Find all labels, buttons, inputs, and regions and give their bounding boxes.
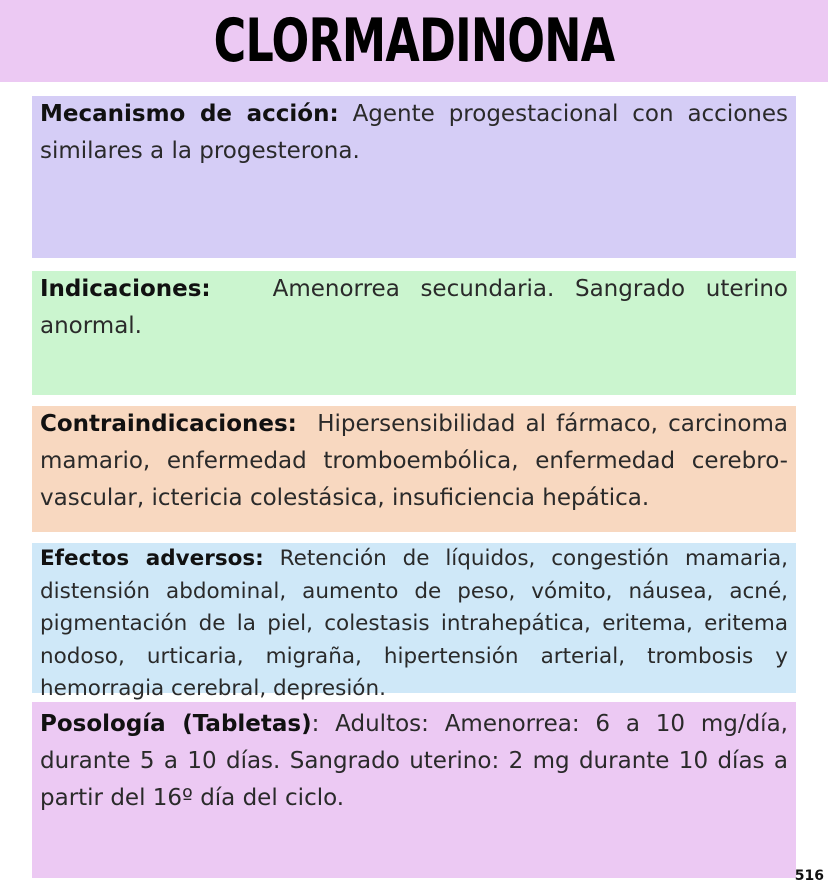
- section-indicaciones: [32, 271, 796, 395]
- section-contraindicaciones-body: Hipersensibilidad al fármaco, carcinoma mamario, enfermedad tromboembólica, enfermedad cerebro-vascular, ictericia colestásica, insuficiencia hepática.: [40, 411, 788, 511]
- section-efectos-adversos: [32, 543, 796, 701]
- section-indicaciones-text: [40, 271, 788, 345]
- section-contraindicaciones-text: [40, 406, 788, 517]
- section-mecanismo-body: Agente progestacional con acciones similares a la progesterona.: [40, 101, 789, 164]
- section-posologia: [32, 702, 796, 878]
- page-number: 516: [794, 868, 824, 884]
- section-posologia-body: : Adultos: Amenorrea: 6 a 10 mg/día, durante 5 a 10 días. Sangrado uterino: 2 mg durante 10 días a partir del 16º día del ciclo.: [40, 711, 788, 811]
- section-mecanismo-text: [40, 96, 788, 170]
- title-banner: [0, 0, 828, 82]
- section-indicaciones-body: Amenorrea secundaria. Sangrado uterino anormal.: [40, 276, 788, 339]
- section-contraindicaciones: [32, 406, 796, 532]
- section-contraindicaciones-label: Contraindicaciones:: [40, 411, 297, 437]
- section-indicaciones-label: Indicaciones:: [40, 276, 211, 302]
- page-title: CLORMADINONA: [213, 6, 615, 76]
- section-efectos-body: Retención de líquidos, congestión mamaria, distensión abdominal, aumento de peso, vómito, náusea, acné, pigmentación de la piel, colestasis intrahepática, eritema, eritema nodoso, urticaria, migraña, hipertensión arterial, trombosis y hemorragia cerebral, depresión.: [40, 546, 788, 701]
- section-mecanismo-label: Mecanismo de acción:: [40, 101, 339, 127]
- section-posologia-text: [40, 706, 788, 817]
- section-mecanismo: [32, 96, 796, 258]
- section-efectos-text: [40, 543, 788, 706]
- section-posologia-label: Posología (Tabletas): [40, 711, 312, 737]
- section-efectos-label: Efectos adversos:: [40, 546, 264, 571]
